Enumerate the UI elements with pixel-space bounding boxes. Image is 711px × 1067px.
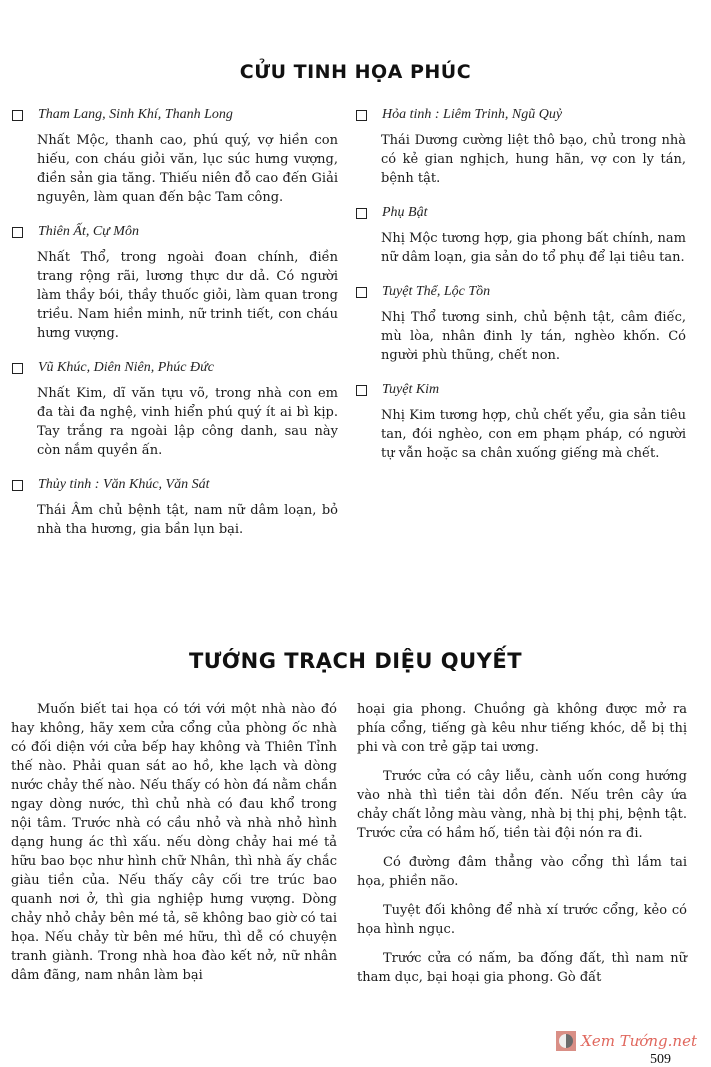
star-entry (12, 221, 338, 343)
entry-heading: Tuyệt Kim (382, 382, 440, 397)
checkbox-square-icon (356, 208, 367, 219)
entry-text: Nhất Mộc, thanh cao, phú quý, vợ hiền con hiếu, con cháu giỏi văn, lục súc hưng vượng, điền sản gia tăng. Thiếu niên đỗ cao đến Giải nguyên, làm quan đến bậc Tam công. (37, 133, 338, 205)
entry-heading: Tham Lang, Sinh Khí, Thanh Long (38, 107, 233, 122)
paragraph: Có đường đâm thẳng vào cổng thì lắm tai họa, phiền não. (357, 855, 687, 889)
yin-yang-icon (556, 1031, 576, 1051)
star-entry (356, 202, 686, 267)
page-footer (0, 1030, 711, 1067)
checkbox-square-icon (12, 227, 23, 238)
page-number: 509 (650, 1052, 671, 1067)
entry-heading: Hỏa tinh : Liêm Trinh, Ngũ Quỷ (382, 107, 563, 122)
entry-heading: Thiên Ất, Cự Môn (38, 224, 139, 239)
checkbox-square-icon (12, 480, 23, 491)
entry-text: Nhị Mộc tương hợp, gia phong bất chính, nam nữ dâm loạn, gia sản do tổ phụ để lại tiêu tan. (381, 231, 686, 265)
star-entry (356, 281, 686, 365)
prose-right-column (357, 700, 687, 997)
right-column-stars (356, 104, 686, 477)
checkbox-square-icon (356, 287, 367, 298)
entry-text: Thái Dương cường liệt thô bạo, chủ trong nhà có kẻ gian nghịch, hung hãn, vợ con ly tán, bệnh tật. (381, 133, 686, 186)
paragraph: Trước cửa có nấm, ba đống đất, thì nam nữ tham dục, bại hoại gia phong. Gò đất (357, 951, 687, 985)
prose-left-column (11, 700, 337, 985)
checkbox-square-icon (356, 385, 367, 396)
star-entry (356, 379, 686, 463)
paragraph: Tuyệt đối không để nhà xí trước cổng, kẻo có họa hình ngục. (357, 903, 687, 937)
star-entry (12, 357, 338, 460)
checkbox-square-icon (12, 363, 23, 374)
paragraph: Trước cửa có cây liễu, cành uốn cong hướng vào nhà thì tiền tài dồn đến. Nếu trên cây ứa chảy chất lỏng màu vàng, nhà bị thị phị, bệnh tật. Trước cửa có hầm hố, tiền tài đội nón ra đi. (357, 769, 687, 841)
section-title-tuong-trach: TƯỚNG TRẠCH DIỆU QUYẾT (188, 649, 523, 673)
star-entry (356, 104, 686, 188)
left-column-stars (12, 104, 338, 553)
section-title-cuu-tinh: CỬU TINH HỌA PHÚC (239, 61, 472, 83)
watermark-text: Xem Tướng.net (581, 1032, 697, 1050)
checkbox-square-icon (356, 110, 367, 121)
paragraph: Muốn biết tai họa có tới với một nhà nào đó hay không, hãy xem cửa cổng của phòng ốc nhà có đối diện với cửa bếp hay không và Thiên Tỉnh thế nào. Phải quan sát ao hồ, khe lạch và dòng nước chảy thế nào. Nếu thấy có hòn đá nằm chắn ngay dòng nước, thì chủ nhà có đau khổ trong nội tâm. Trước nhà có cầu nhỏ và nhà nhỏ hình dạng hung ác thì xấu. nếu dòng chảy hai mé tả hữu bao bọc như hình chữ Nhân, thì nhà ấy chắc giàu tiền của. Nếu thấy cây cối tre trúc bao quanh nơi ở, thì gia nghiệp hưng vượng. Dòng chảy nhỏ chảy bên mé tả, sẽ không bao giờ có tai họa. Nếu chảy từ bên mé hữu, thì dễ có chuyện tranh giành. Trong nhà hoa đào kết nở, nữ nhân dâm đãng, nam nhân làm bại (11, 702, 338, 983)
watermark (556, 1030, 697, 1052)
entry-heading: Tuyệt Thể, Lộc Tồn (382, 284, 491, 299)
entry-heading: Thủy tinh : Văn Khúc, Văn Sát (38, 477, 210, 492)
entry-text: Nhị Kim tương hợp, chủ chết yểu, gia sản tiêu tan, đói nghèo, con em phạm pháp, có người tự vẫn hoặc sa chân xuống giếng mà chết. (381, 408, 686, 461)
entry-heading: Phụ Bật (382, 205, 428, 220)
star-entry (12, 474, 338, 539)
checkbox-square-icon (12, 110, 23, 121)
entry-text: Nhất Thổ, trong ngoài đoan chính, điền trang rộng rãi, lương thực dư dả. Có người làm thầy bói, thầy thuốc giỏi, làm quan trong triều. Nam hiền minh, nữ trinh tiết, con cháu hưng vượng. (37, 250, 338, 341)
entry-text: Thái Âm chủ bệnh tật, nam nữ dâm loạn, bỏ nhà tha hương, gia bần lụn bại. (37, 503, 338, 537)
entry-text: Nhất Kim, dĩ văn tựu võ, trong nhà con em đa tài đa nghệ, vinh hiển phú quý ít ai bì kịp. Tay trắng ra ngoài lập công danh, sau này còn nắm quyền ấn. (37, 386, 338, 458)
star-entry (12, 104, 338, 207)
paragraph: hoại gia phong. Chuồng gà không được mở ra phía cổng, tiếng gà kêu như tiếng khóc, dễ bị thị phi và con trẻ gặp tai ương. (357, 702, 687, 755)
entry-heading: Vũ Khúc, Diên Niên, Phúc Đức (38, 360, 214, 375)
entry-text: Nhị Thổ tương sinh, chủ bệnh tật, câm điếc, mù lòa, nhân đinh ly tán, nghèo khốn. Có người phù thũng, chết non. (381, 310, 686, 363)
